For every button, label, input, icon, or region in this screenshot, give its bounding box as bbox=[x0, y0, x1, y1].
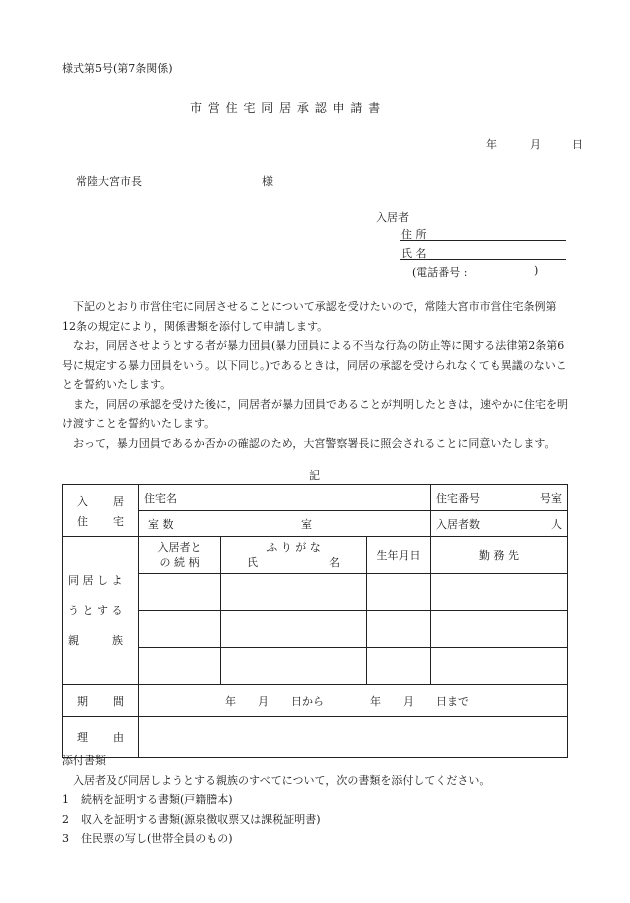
body-paragraph: おって，暴力団員であるか否かの確認のため，大宮警察署長に照会されることに同意いたします。 bbox=[73, 436, 556, 450]
page-title: 市 営 住 宅 同 居 承 認 申 請 書 bbox=[190, 101, 382, 115]
workplace-cell[interactable] bbox=[431, 611, 568, 648]
date-month: 月 bbox=[530, 138, 541, 151]
col-workplace-header: 勤 務 先 bbox=[431, 537, 568, 574]
rooms-unit: 室 bbox=[301, 517, 312, 531]
room-suffix: 号室 bbox=[540, 491, 563, 505]
body-paragraph: なお，同居させようとする者が暴力団員(暴力団員による不当な行為の防止等に関する法律第2条第6号に規定する暴力団員をいう。以下同じ。)であるときは，同居の承認を受けられなくても異議のないことを誓約いたします。 bbox=[62, 339, 567, 391]
form-number: 様式第5号(第7条関係) bbox=[62, 62, 173, 75]
housing-number-label: 住宅番号 bbox=[436, 491, 481, 505]
occupants-cell[interactable] bbox=[431, 511, 568, 537]
workplace-cell[interactable] bbox=[431, 574, 568, 611]
birthdate-cell[interactable] bbox=[367, 648, 431, 685]
housing-name-label: 住宅名 bbox=[144, 491, 177, 505]
address-line bbox=[400, 240, 566, 241]
relation-cell[interactable] bbox=[139, 648, 221, 685]
name-cell[interactable] bbox=[221, 574, 367, 611]
tenant-house-label: 入 居 住 宅 bbox=[63, 485, 139, 537]
name-cell[interactable] bbox=[221, 648, 367, 685]
body-paragraph: 下記のとおり市営住宅に同居させることについて承認を受けたいので，常陸大宮市市営住宅条例第12条の規定により，関係書類を添付して申請します。 bbox=[62, 300, 557, 333]
address-label: 住 所 bbox=[401, 228, 427, 241]
name-cell[interactable] bbox=[221, 611, 367, 648]
date-field bbox=[486, 136, 583, 152]
col-birthdate-header: 生年月日 bbox=[367, 537, 431, 574]
attachments-section bbox=[62, 751, 490, 849]
application-table bbox=[62, 484, 568, 758]
applicant-heading: 入居者 bbox=[376, 211, 409, 224]
date-year: 年 bbox=[486, 138, 497, 151]
attachment-item: 3 住民票の写し(世帯全員のもの) bbox=[62, 832, 233, 845]
phone-label: (電話番号 : bbox=[412, 266, 468, 279]
relatives-label: 同 居 し よ う と す る 親 族 bbox=[63, 537, 139, 685]
relation-cell[interactable] bbox=[139, 611, 221, 648]
addressee-honorific: 様 bbox=[262, 175, 273, 188]
col-name-header: ふ り が な 氏 名 bbox=[221, 537, 367, 574]
attachment-item: 1 続柄を証明する書類(戸籍謄本) bbox=[62, 793, 233, 806]
attachments-intro: 入居者及び同居しようとする親族のすべてについて，次の書類を添付してください。 bbox=[73, 773, 491, 787]
phone-close: ) bbox=[534, 264, 539, 277]
birthdate-cell[interactable] bbox=[367, 574, 431, 611]
body-paragraph: また，同居の承認を受けた後に，同居者が暴力団員であることが判明したときは，速やかに住宅を明け渡すことを誓約いたします。 bbox=[62, 397, 568, 430]
period-cell[interactable]: 年 月 日から 年 月 日まで bbox=[139, 685, 568, 717]
ki-marker: 記 bbox=[309, 469, 320, 482]
addressee-name: 常陸大宮市長 bbox=[76, 175, 142, 188]
workplace-cell[interactable] bbox=[431, 648, 568, 685]
date-day: 日 bbox=[572, 138, 583, 151]
attachments-heading: 添付書類 bbox=[62, 754, 106, 767]
period-label: 期 間 bbox=[63, 685, 139, 717]
relation-cell[interactable] bbox=[139, 574, 221, 611]
housing-name-cell[interactable] bbox=[139, 485, 431, 511]
col-relation-header: 入居者と の 続 柄 bbox=[139, 537, 221, 574]
persons-unit: 人 bbox=[551, 517, 563, 531]
rooms-label: 室 数 bbox=[148, 517, 174, 531]
reason-label: 理 由 bbox=[63, 717, 139, 758]
rooms-cell[interactable] bbox=[139, 511, 431, 537]
name-line bbox=[400, 259, 566, 260]
birthdate-cell[interactable] bbox=[367, 611, 431, 648]
occupants-label: 入居者数 bbox=[436, 517, 481, 531]
attachment-item: 2 収入を証明する書類(源泉徴収票又は課税証明書) bbox=[62, 812, 321, 826]
housing-number-cell[interactable] bbox=[431, 485, 568, 511]
name-label: 氏 名 bbox=[401, 247, 427, 260]
body-text bbox=[62, 297, 570, 453]
